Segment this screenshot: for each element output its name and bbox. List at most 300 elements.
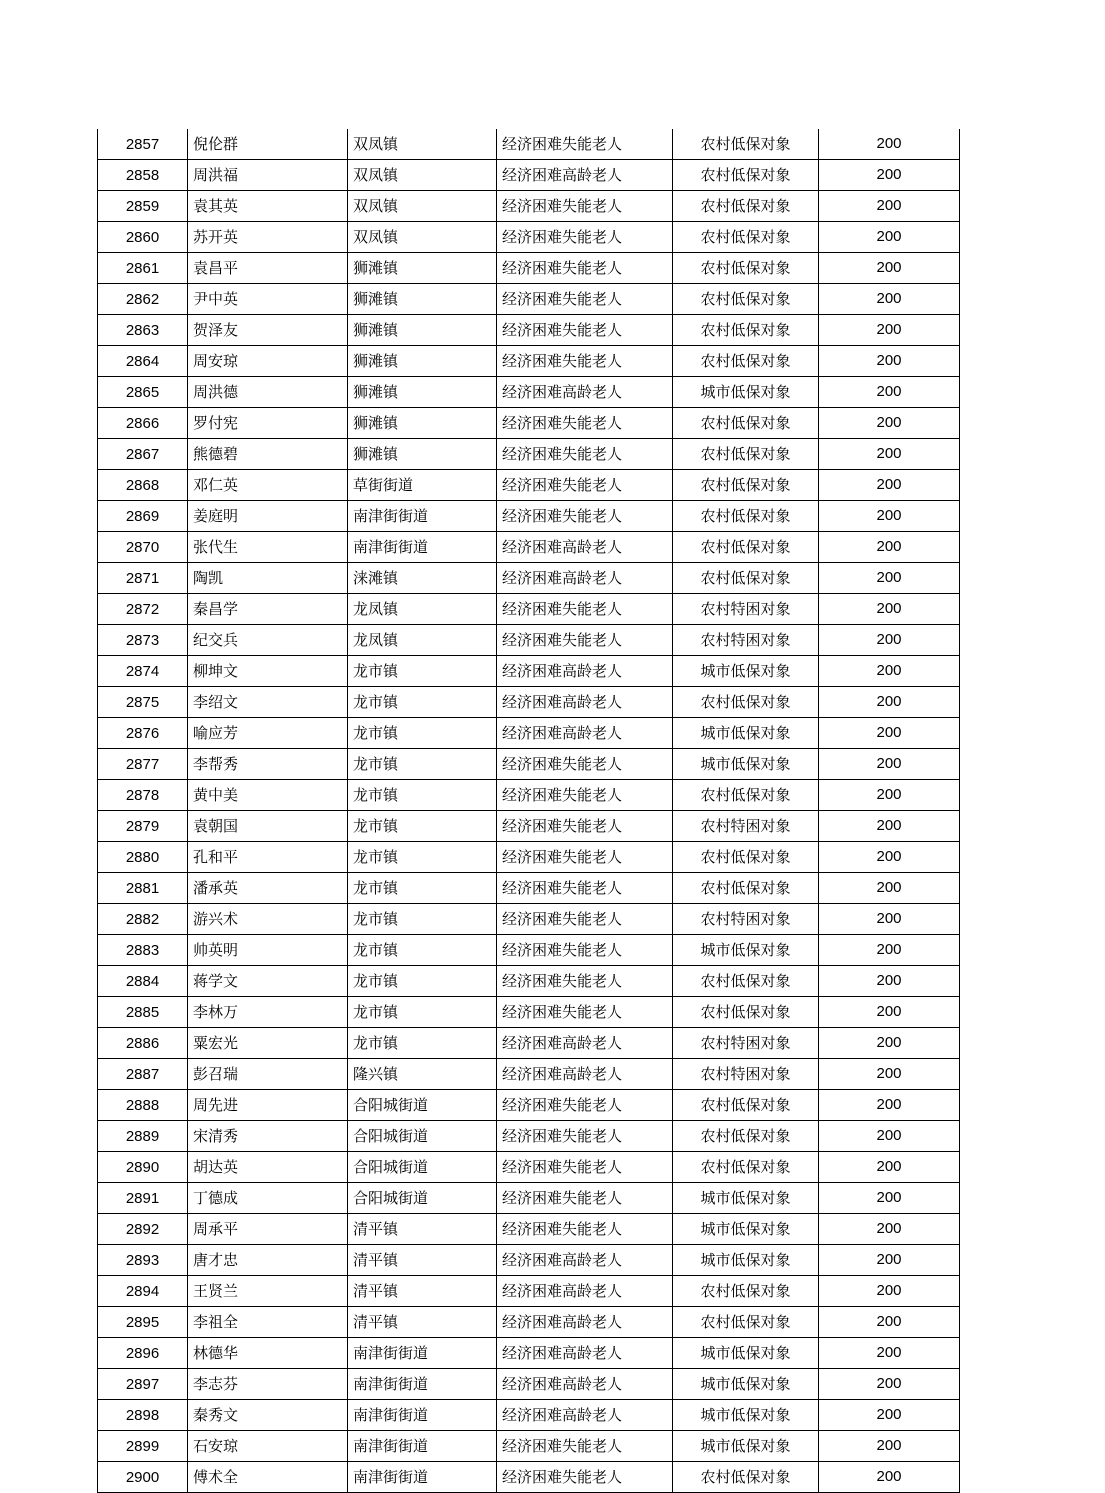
- amount-cell: 200: [819, 625, 960, 656]
- assistance-type-cell: 城市低保对象: [673, 935, 819, 966]
- row-number-cell: 2886: [98, 1028, 188, 1059]
- amount-cell: 200: [819, 439, 960, 470]
- table-row: [98, 501, 960, 532]
- amount-cell: 200: [819, 377, 960, 408]
- category-cell: 经济困难失能老人: [497, 842, 673, 873]
- assistance-type-cell: 农村低保对象: [673, 1307, 819, 1338]
- assistance-type-cell: 农村低保对象: [673, 439, 819, 470]
- row-number-cell: 2870: [98, 532, 188, 563]
- name-cell: 李林万: [188, 997, 348, 1028]
- name-cell: 袁朝国: [188, 811, 348, 842]
- category-cell: 经济困难高龄老人: [497, 160, 673, 191]
- name-cell: 李祖全: [188, 1307, 348, 1338]
- town-cell: 合阳城街道: [348, 1121, 497, 1152]
- town-cell: 龙市镇: [348, 873, 497, 904]
- row-number-cell: 2881: [98, 873, 188, 904]
- row-number-cell: 2874: [98, 656, 188, 687]
- assistance-type-cell: 农村低保对象: [673, 160, 819, 191]
- row-number-cell: 2869: [98, 501, 188, 532]
- town-cell: 合阳城街道: [348, 1152, 497, 1183]
- category-cell: 经济困难高龄老人: [497, 718, 673, 749]
- town-cell: 双凤镇: [348, 129, 497, 160]
- category-cell: 经济困难失能老人: [497, 997, 673, 1028]
- row-number-cell: 2876: [98, 718, 188, 749]
- name-cell: 王贤兰: [188, 1276, 348, 1307]
- row-number-cell: 2877: [98, 749, 188, 780]
- amount-cell: 200: [819, 563, 960, 594]
- assistance-type-cell: 城市低保对象: [673, 1338, 819, 1369]
- table-row: [98, 687, 960, 718]
- table-row: [98, 1090, 960, 1121]
- assistance-type-cell: 农村低保对象: [673, 408, 819, 439]
- row-number-cell: 2866: [98, 408, 188, 439]
- name-cell: 孔和平: [188, 842, 348, 873]
- town-cell: 狮滩镇: [348, 439, 497, 470]
- assistance-type-cell: 农村低保对象: [673, 1152, 819, 1183]
- table-row: [98, 1369, 960, 1400]
- name-cell: 尹中英: [188, 284, 348, 315]
- category-cell: 经济困难失能老人: [497, 346, 673, 377]
- name-cell: 姜庭明: [188, 501, 348, 532]
- name-cell: 柳坤文: [188, 656, 348, 687]
- category-cell: 经济困难失能老人: [497, 501, 673, 532]
- amount-cell: 200: [819, 1090, 960, 1121]
- name-cell: 纪交兵: [188, 625, 348, 656]
- category-cell: 经济困难高龄老人: [497, 1059, 673, 1090]
- assistance-type-cell: 农村特困对象: [673, 1059, 819, 1090]
- amount-cell: 200: [819, 842, 960, 873]
- row-number-cell: 2872: [98, 594, 188, 625]
- category-cell: 经济困难失能老人: [497, 191, 673, 222]
- category-cell: 经济困难失能老人: [497, 966, 673, 997]
- assistance-type-cell: 农村低保对象: [673, 191, 819, 222]
- table-row: [98, 811, 960, 842]
- name-cell: 胡达英: [188, 1152, 348, 1183]
- amount-cell: 200: [819, 718, 960, 749]
- category-cell: 经济困难失能老人: [497, 1214, 673, 1245]
- category-cell: 经济困难失能老人: [497, 780, 673, 811]
- name-cell: 粟宏光: [188, 1028, 348, 1059]
- row-number-cell: 2896: [98, 1338, 188, 1369]
- name-cell: 周承平: [188, 1214, 348, 1245]
- table-row: [98, 315, 960, 346]
- assistance-type-cell: 农村低保对象: [673, 532, 819, 563]
- assistance-type-cell: 农村特困对象: [673, 625, 819, 656]
- name-cell: 周先进: [188, 1090, 348, 1121]
- town-cell: 隆兴镇: [348, 1059, 497, 1090]
- town-cell: 龙市镇: [348, 935, 497, 966]
- town-cell: 清平镇: [348, 1307, 497, 1338]
- amount-cell: 200: [819, 1245, 960, 1276]
- table-row: [98, 594, 960, 625]
- table-row: [98, 1307, 960, 1338]
- category-cell: 经济困难高龄老人: [497, 687, 673, 718]
- town-cell: 龙市镇: [348, 811, 497, 842]
- table-row: [98, 1400, 960, 1431]
- row-number-cell: 2863: [98, 315, 188, 346]
- category-cell: 经济困难失能老人: [497, 1431, 673, 1462]
- assistance-type-cell: 城市低保对象: [673, 1183, 819, 1214]
- table-row: [98, 718, 960, 749]
- row-number-cell: 2898: [98, 1400, 188, 1431]
- name-cell: 傅术全: [188, 1462, 348, 1493]
- category-cell: 经济困难失能老人: [497, 253, 673, 284]
- table-row: [98, 1276, 960, 1307]
- row-number-cell: 2882: [98, 904, 188, 935]
- name-cell: 周安琼: [188, 346, 348, 377]
- amount-cell: 200: [819, 160, 960, 191]
- town-cell: 合阳城街道: [348, 1090, 497, 1121]
- town-cell: 双凤镇: [348, 160, 497, 191]
- table-row: [98, 222, 960, 253]
- town-cell: 南津街街道: [348, 1369, 497, 1400]
- row-number-cell: 2865: [98, 377, 188, 408]
- table-row: [98, 408, 960, 439]
- category-cell: 经济困难失能老人: [497, 408, 673, 439]
- amount-cell: 200: [819, 904, 960, 935]
- row-number-cell: 2878: [98, 780, 188, 811]
- amount-cell: 200: [819, 222, 960, 253]
- town-cell: 龙市镇: [348, 842, 497, 873]
- amount-cell: 200: [819, 1214, 960, 1245]
- row-number-cell: 2888: [98, 1090, 188, 1121]
- row-number-cell: 2894: [98, 1276, 188, 1307]
- category-cell: 经济困难高龄老人: [497, 1276, 673, 1307]
- assistance-type-cell: 农村低保对象: [673, 1462, 819, 1493]
- table-row: [98, 253, 960, 284]
- town-cell: 龙凤镇: [348, 594, 497, 625]
- name-cell: 游兴术: [188, 904, 348, 935]
- town-cell: 龙市镇: [348, 904, 497, 935]
- row-number-cell: 2879: [98, 811, 188, 842]
- name-cell: 邓仁英: [188, 470, 348, 501]
- name-cell: 袁昌平: [188, 253, 348, 284]
- category-cell: 经济困难失能老人: [497, 904, 673, 935]
- table-row: [98, 1431, 960, 1462]
- category-cell: 经济困难高龄老人: [497, 1338, 673, 1369]
- row-number-cell: 2885: [98, 997, 188, 1028]
- assistance-type-cell: 农村低保对象: [673, 470, 819, 501]
- row-number-cell: 2868: [98, 470, 188, 501]
- town-cell: 狮滩镇: [348, 315, 497, 346]
- assistance-type-cell: 农村特困对象: [673, 904, 819, 935]
- row-number-cell: 2899: [98, 1431, 188, 1462]
- name-cell: 熊德碧: [188, 439, 348, 470]
- row-number-cell: 2887: [98, 1059, 188, 1090]
- table-row: [98, 904, 960, 935]
- table-row: [98, 966, 960, 997]
- name-cell: 李帮秀: [188, 749, 348, 780]
- amount-cell: 200: [819, 1431, 960, 1462]
- table-row: [98, 1245, 960, 1276]
- category-cell: 经济困难失能老人: [497, 594, 673, 625]
- table-row: [98, 563, 960, 594]
- category-cell: 经济困难高龄老人: [497, 1028, 673, 1059]
- amount-cell: 200: [819, 594, 960, 625]
- table-row: [98, 997, 960, 1028]
- row-number-cell: 2891: [98, 1183, 188, 1214]
- name-cell: 潘承英: [188, 873, 348, 904]
- row-number-cell: 2862: [98, 284, 188, 315]
- row-number-cell: 2900: [98, 1462, 188, 1493]
- category-cell: 经济困难失能老人: [497, 873, 673, 904]
- town-cell: 南津街街道: [348, 501, 497, 532]
- table-row: [98, 439, 960, 470]
- assistance-type-cell: 农村低保对象: [673, 501, 819, 532]
- category-cell: 经济困难失能老人: [497, 1152, 673, 1183]
- category-cell: 经济困难高龄老人: [497, 532, 673, 563]
- name-cell: 陶凯: [188, 563, 348, 594]
- table-row: [98, 780, 960, 811]
- town-cell: 南津街街道: [348, 1400, 497, 1431]
- town-cell: 合阳城街道: [348, 1183, 497, 1214]
- category-cell: 经济困难失能老人: [497, 129, 673, 160]
- amount-cell: 200: [819, 408, 960, 439]
- table-row: [98, 1028, 960, 1059]
- assistance-type-cell: 农村低保对象: [673, 873, 819, 904]
- amount-cell: 200: [819, 253, 960, 284]
- town-cell: 狮滩镇: [348, 284, 497, 315]
- name-cell: 张代生: [188, 532, 348, 563]
- table-body: [98, 129, 960, 1493]
- amount-cell: 200: [819, 346, 960, 377]
- row-number-cell: 2897: [98, 1369, 188, 1400]
- table-row: [98, 377, 960, 408]
- amount-cell: 200: [819, 191, 960, 222]
- table-row: [98, 1183, 960, 1214]
- name-cell: 周洪福: [188, 160, 348, 191]
- amount-cell: 200: [819, 1462, 960, 1493]
- row-number-cell: 2873: [98, 625, 188, 656]
- table-row: [98, 873, 960, 904]
- amount-cell: 200: [819, 532, 960, 563]
- town-cell: 草街街道: [348, 470, 497, 501]
- amount-cell: 200: [819, 1121, 960, 1152]
- amount-cell: 200: [819, 284, 960, 315]
- category-cell: 经济困难失能老人: [497, 1090, 673, 1121]
- amount-cell: 200: [819, 811, 960, 842]
- name-cell: 宋清秀: [188, 1121, 348, 1152]
- row-number-cell: 2883: [98, 935, 188, 966]
- table-row: [98, 1152, 960, 1183]
- row-number-cell: 2861: [98, 253, 188, 284]
- assistance-type-cell: 农村特困对象: [673, 594, 819, 625]
- assistance-type-cell: 农村低保对象: [673, 346, 819, 377]
- category-cell: 经济困难失能老人: [497, 315, 673, 346]
- category-cell: 经济困难失能老人: [497, 811, 673, 842]
- category-cell: 经济困难高龄老人: [497, 1369, 673, 1400]
- name-cell: 黄中美: [188, 780, 348, 811]
- category-cell: 经济困难高龄老人: [497, 656, 673, 687]
- town-cell: 龙市镇: [348, 749, 497, 780]
- amount-cell: 200: [819, 749, 960, 780]
- row-number-cell: 2884: [98, 966, 188, 997]
- table-row: [98, 160, 960, 191]
- amount-cell: 200: [819, 1307, 960, 1338]
- assistance-type-cell: 农村特困对象: [673, 1028, 819, 1059]
- table-row: [98, 1059, 960, 1090]
- town-cell: 清平镇: [348, 1276, 497, 1307]
- town-cell: 龙市镇: [348, 780, 497, 811]
- table-row: [98, 625, 960, 656]
- town-cell: 南津街街道: [348, 1338, 497, 1369]
- name-cell: 倪伦群: [188, 129, 348, 160]
- assistance-type-cell: 农村低保对象: [673, 780, 819, 811]
- row-number-cell: 2892: [98, 1214, 188, 1245]
- name-cell: 唐才忠: [188, 1245, 348, 1276]
- row-number-cell: 2889: [98, 1121, 188, 1152]
- name-cell: 帅英明: [188, 935, 348, 966]
- row-number-cell: 2893: [98, 1245, 188, 1276]
- town-cell: 龙市镇: [348, 1028, 497, 1059]
- assistance-type-cell: 城市低保对象: [673, 1400, 819, 1431]
- category-cell: 经济困难高龄老人: [497, 1307, 673, 1338]
- town-cell: 狮滩镇: [348, 253, 497, 284]
- amount-cell: 200: [819, 1028, 960, 1059]
- town-cell: 南津街街道: [348, 1431, 497, 1462]
- name-cell: 喻应芳: [188, 718, 348, 749]
- amount-cell: 200: [819, 501, 960, 532]
- row-number-cell: 2867: [98, 439, 188, 470]
- town-cell: 南津街街道: [348, 1462, 497, 1493]
- name-cell: 贺泽友: [188, 315, 348, 346]
- name-cell: 罗付宪: [188, 408, 348, 439]
- table-row: [98, 191, 960, 222]
- row-number-cell: 2860: [98, 222, 188, 253]
- assistance-type-cell: 城市低保对象: [673, 656, 819, 687]
- assistance-type-cell: 农村低保对象: [673, 966, 819, 997]
- assistance-type-cell: 城市低保对象: [673, 1214, 819, 1245]
- assistance-type-cell: 农村低保对象: [673, 129, 819, 160]
- row-number-cell: 2890: [98, 1152, 188, 1183]
- assistance-type-cell: 农村低保对象: [673, 315, 819, 346]
- category-cell: 经济困难失能老人: [497, 1183, 673, 1214]
- town-cell: 龙市镇: [348, 997, 497, 1028]
- amount-cell: 200: [819, 873, 960, 904]
- name-cell: 秦秀文: [188, 1400, 348, 1431]
- assistance-type-cell: 农村低保对象: [673, 842, 819, 873]
- row-number-cell: 2895: [98, 1307, 188, 1338]
- table-row: [98, 1214, 960, 1245]
- assistance-type-cell: 城市低保对象: [673, 377, 819, 408]
- amount-cell: 200: [819, 315, 960, 346]
- town-cell: 龙市镇: [348, 656, 497, 687]
- assistance-type-cell: 农村特困对象: [673, 811, 819, 842]
- name-cell: 周洪德: [188, 377, 348, 408]
- category-cell: 经济困难高龄老人: [497, 563, 673, 594]
- table-row: [98, 935, 960, 966]
- assistance-type-cell: 农村低保对象: [673, 222, 819, 253]
- row-number-cell: 2875: [98, 687, 188, 718]
- amount-cell: 200: [819, 1152, 960, 1183]
- assistance-type-cell: 城市低保对象: [673, 1245, 819, 1276]
- amount-cell: 200: [819, 1338, 960, 1369]
- category-cell: 经济困难失能老人: [497, 222, 673, 253]
- town-cell: 狮滩镇: [348, 346, 497, 377]
- assistance-type-cell: 城市低保对象: [673, 718, 819, 749]
- name-cell: 丁德成: [188, 1183, 348, 1214]
- table-row: [98, 1338, 960, 1369]
- row-number-cell: 2857: [98, 129, 188, 160]
- name-cell: 李志芬: [188, 1369, 348, 1400]
- table-row: [98, 656, 960, 687]
- town-cell: 南津街街道: [348, 532, 497, 563]
- table-row: [98, 346, 960, 377]
- category-cell: 经济困难失能老人: [497, 749, 673, 780]
- table-row: [98, 532, 960, 563]
- row-number-cell: 2858: [98, 160, 188, 191]
- name-cell: 秦昌学: [188, 594, 348, 625]
- category-cell: 经济困难失能老人: [497, 1121, 673, 1152]
- table-row: [98, 1121, 960, 1152]
- category-cell: 经济困难高龄老人: [497, 1400, 673, 1431]
- town-cell: 狮滩镇: [348, 408, 497, 439]
- town-cell: 清平镇: [348, 1214, 497, 1245]
- name-cell: 苏开英: [188, 222, 348, 253]
- assistance-type-cell: 农村低保对象: [673, 1121, 819, 1152]
- amount-cell: 200: [819, 1276, 960, 1307]
- town-cell: 龙市镇: [348, 687, 497, 718]
- town-cell: 双凤镇: [348, 191, 497, 222]
- town-cell: 龙凤镇: [348, 625, 497, 656]
- assistance-type-cell: 农村低保对象: [673, 997, 819, 1028]
- amount-cell: 200: [819, 470, 960, 501]
- assistance-type-cell: 农村低保对象: [673, 1090, 819, 1121]
- assistance-type-cell: 农村低保对象: [673, 1276, 819, 1307]
- category-cell: 经济困难失能老人: [497, 284, 673, 315]
- category-cell: 经济困难失能老人: [497, 935, 673, 966]
- category-cell: 经济困难高龄老人: [497, 377, 673, 408]
- table-row: [98, 1462, 960, 1493]
- row-number-cell: 2871: [98, 563, 188, 594]
- town-cell: 龙市镇: [348, 718, 497, 749]
- assistance-type-cell: 城市低保对象: [673, 1431, 819, 1462]
- table-row: [98, 284, 960, 315]
- amount-cell: 200: [819, 997, 960, 1028]
- amount-cell: 200: [819, 780, 960, 811]
- amount-cell: 200: [819, 966, 960, 997]
- amount-cell: 200: [819, 687, 960, 718]
- name-cell: 蒋学文: [188, 966, 348, 997]
- category-cell: 经济困难失能老人: [497, 439, 673, 470]
- table-row: [98, 842, 960, 873]
- table-row: [98, 749, 960, 780]
- assistance-type-cell: 农村低保对象: [673, 687, 819, 718]
- amount-cell: 200: [819, 129, 960, 160]
- town-cell: 双凤镇: [348, 222, 497, 253]
- assistance-type-cell: 农村低保对象: [673, 563, 819, 594]
- name-cell: 袁其英: [188, 191, 348, 222]
- table-row: [98, 470, 960, 501]
- category-cell: 经济困难高龄老人: [497, 1245, 673, 1276]
- amount-cell: 200: [819, 1183, 960, 1214]
- row-number-cell: 2859: [98, 191, 188, 222]
- amount-cell: 200: [819, 935, 960, 966]
- amount-cell: 200: [819, 1369, 960, 1400]
- name-cell: 石安琼: [188, 1431, 348, 1462]
- category-cell: 经济困难失能老人: [497, 625, 673, 656]
- name-cell: 彭召瑞: [188, 1059, 348, 1090]
- category-cell: 经济困难失能老人: [497, 1462, 673, 1493]
- amount-cell: 200: [819, 1059, 960, 1090]
- assistance-type-cell: 农村低保对象: [673, 284, 819, 315]
- amount-cell: 200: [819, 1400, 960, 1431]
- town-cell: 狮滩镇: [348, 377, 497, 408]
- town-cell: 清平镇: [348, 1245, 497, 1276]
- row-number-cell: 2864: [98, 346, 188, 377]
- assistance-type-cell: 农村低保对象: [673, 253, 819, 284]
- amount-cell: 200: [819, 656, 960, 687]
